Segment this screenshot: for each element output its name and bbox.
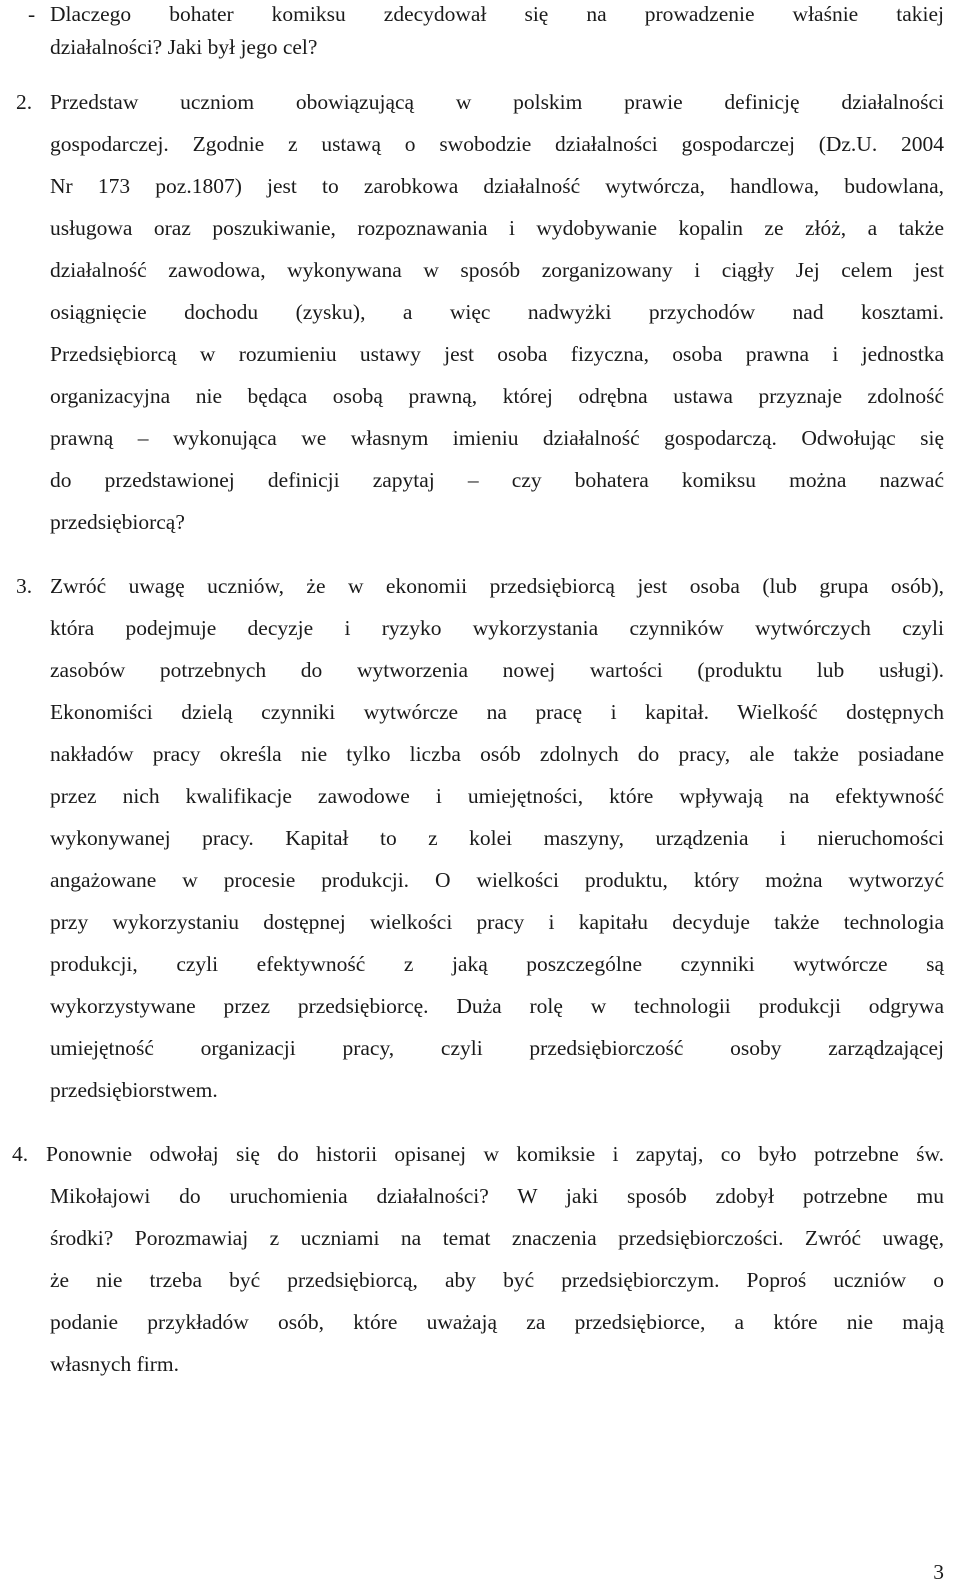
bullet-line: Dlaczego bohater komiksu zdecydował się na prowadzenie właśnie takiej — [50, 2, 944, 26]
item-line: angażowane w procesie produkcji. O wielkości produktu, który można wytworzyć — [50, 868, 944, 892]
item-line: usługowa oraz poszukiwanie, rozpoznawania i wydobywanie kopalin ze złóż, a także — [50, 216, 944, 240]
item-line: że nie trzeba być przedsiębiorcą, aby być przedsiębiorczym. Poproś uczniów o — [50, 1268, 944, 1292]
page-number: 3 — [933, 1560, 944, 1584]
item-line: Przedstaw uczniom obowiązującą w polskim prawie definicję działalności — [50, 90, 944, 114]
item-number: 4. — [12, 1142, 29, 1166]
item-line: umiejętność organizacji pracy, czyli przedsiębiorczość osoby zarządzającej — [50, 1036, 944, 1060]
bullet-line: działalności? Jaki był jego cel? — [50, 35, 318, 59]
item-number: 3. — [16, 574, 33, 598]
item-line: Ekonomiści dzielą czynniki wytwórcze na pracę i kapitał. Wielkość dostępnych — [50, 700, 944, 724]
item-line: Przedsiębiorcą w rozumieniu ustawy jest osoba fizyczna, osoba prawna i jednostka — [50, 342, 944, 366]
item-line: osiągnięcie dochodu (zysku), a więc nadwyżki przychodów nad kosztami. — [50, 300, 944, 324]
item-line: Zwróć uwagę uczniów, że w ekonomii przedsiębiorcą jest osoba (lub grupa osób), — [50, 574, 944, 598]
item-line: środki? Porozmawiaj z uczniami na temat znaczenia przedsiębiorczości. Zwróć uwagę, — [50, 1226, 944, 1250]
item-line: wykorzystywane przez przedsiębiorcę. Duża rolę w technologii produkcji odgrywa — [50, 994, 944, 1018]
item-line: prawną – wykonująca we własnym imieniu działalność gospodarczą. Odwołując się — [50, 426, 944, 450]
item-line: produkcji, czyli efektywność z jaką poszczególne czynniki wytwórcze są — [50, 952, 944, 976]
item-line: nakładów pracy określa nie tylko liczba osób zdolnych do pracy, ale także posiadane — [50, 742, 944, 766]
item-line: przedsiębiorstwem. — [50, 1078, 218, 1102]
item-line: przez nich kwalifikacje zawodowe i umiejętności, które wpływają na efektywność — [50, 784, 944, 808]
item-line: przedsiębiorcą? — [50, 510, 185, 534]
item-line: do przedstawionej definicji zapytaj – czy bohatera komiksu można nazwać — [50, 468, 944, 492]
item-line: zasobów potrzebnych do wytworzenia nowej wartości (produktu lub usługi). — [50, 658, 944, 682]
item-line: Nr 173 poz.1807) jest to zarobkowa działalność wytwórcza, handlowa, budowlana, — [50, 174, 944, 198]
item-line: która podejmuje decyzje i ryzyko wykorzystania czynników wytwórczych czyli — [50, 616, 944, 640]
item-line: Mikołajowi do uruchomienia działalności? W jaki sposób zdobył potrzebne mu — [50, 1184, 944, 1208]
item-line: podanie przykładów osób, które uważają za przedsiębiorce, a które nie mają — [50, 1310, 944, 1334]
item-line: Ponownie odwołaj się do historii opisanej w komiksie i zapytaj, co było potrzebne św. — [46, 1142, 944, 1166]
bullet-marker: - — [28, 2, 36, 26]
item-line: wykonywanej pracy. Kapitał to z kolei maszyny, urządzenia i nieruchomości — [50, 826, 944, 850]
item-line: własnych firm. — [50, 1352, 179, 1376]
item-line: organizacyjna nie będąca osobą prawną, której odrębna ustawa przyznaje zdolność — [50, 384, 944, 408]
item-line: działalność zawodowa, wykonywana w sposób zorganizowany i ciągły Jej celem jest — [50, 258, 944, 282]
item-line: gospodarczej. Zgodnie z ustawą o swobodzie działalności gospodarczej (Dz.U. 2004 — [50, 132, 944, 156]
item-line: przy wykorzystaniu dostępnej wielkości pracy i kapitału decyduje także technologia — [50, 910, 944, 934]
item-number: 2. — [16, 90, 33, 114]
